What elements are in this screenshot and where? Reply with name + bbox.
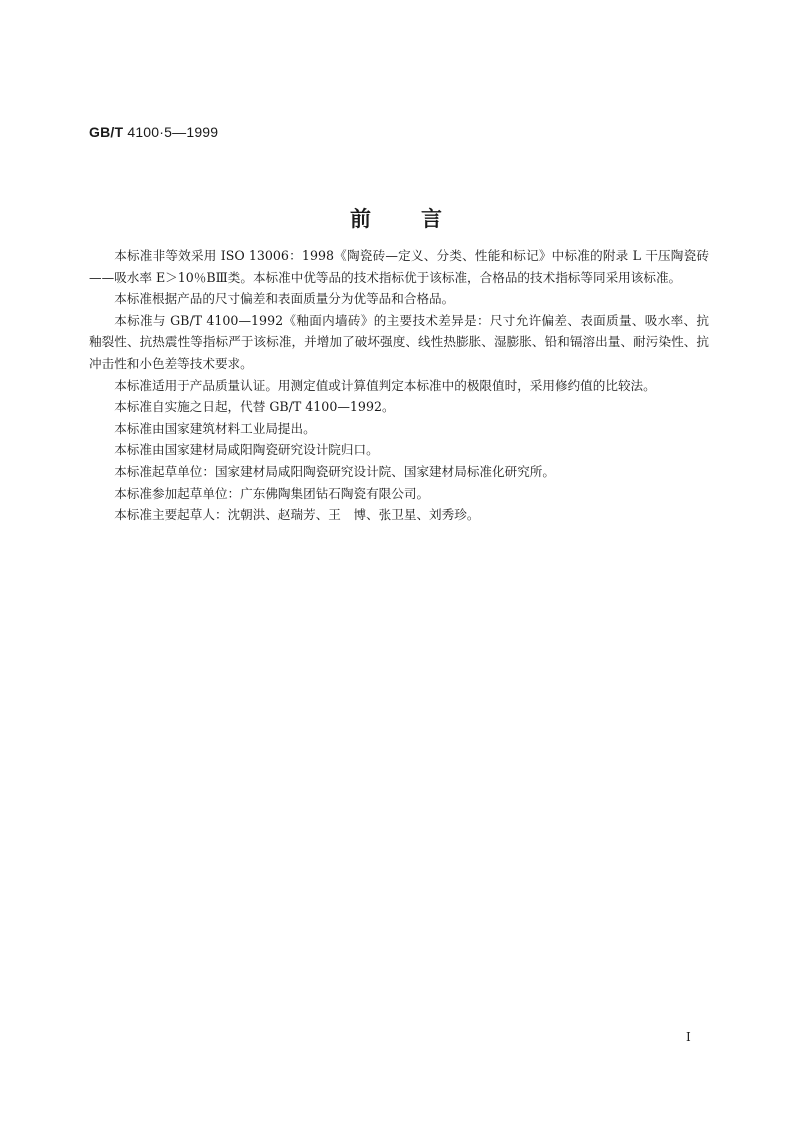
- standard-code-prefix: GB/T: [89, 124, 124, 140]
- paragraph-adoption: 本标准非等效采用 ISO 13006：1998《陶瓷砖—定义、分类、性能和标记》中标准的附录 L 干压陶瓷砖——吸水率 E＞10％BⅢ类。本标准中优等品的技术指标优于该标准，合格品的技术指标等同采用该标准。: [89, 248, 709, 285]
- paragraph-differences: 本标准与 GB/T 4100—1992《釉面内墙砖》的主要技术差异是：尺寸允许偏差、表面质量、吸水率、抗釉裂性、抗热震性等指标严于该标准，并增加了破坏强度、线性热膨胀、湿膨胀、铅和镉溶出量、耐污染性、抗冲击性和小色差等技术要求。: [89, 312, 709, 371]
- page-title-char-1: 前: [350, 207, 373, 231]
- paragraph-administrator: 本标准由国家建材局咸阳陶瓷研究设计院归口。: [114, 442, 379, 458]
- paragraph-classification: 本标准根据产品的尺寸偏差和表面质量分为优等品和合格品。: [114, 291, 455, 307]
- paragraph-drafters: 本标准主要起草人：沈朝洪、赵瑞芳、王 博、张卫星、刘秀珍。: [114, 507, 480, 523]
- paragraph-drafting-units: 本标准起草单位：国家建材局咸阳陶瓷研究设计院、国家建材局标准化研究所。: [114, 463, 555, 479]
- page-number: I: [686, 1030, 691, 1044]
- paragraph-applicability: 本标准适用于产品质量认证。用测定值或计算值判定本标准中的极限值时，采用修约值的比较法。: [114, 377, 656, 393]
- foreword-body: [89, 245, 709, 526]
- paragraph-proposer: 本标准由国家建筑材料工业局提出。: [114, 420, 316, 436]
- page-title-char-2: 言: [421, 207, 444, 231]
- standard-code-header: [89, 124, 218, 140]
- paragraph-participating-units: 本标准参加起草单位：广东佛陶集团钻石陶瓷有限公司。: [114, 485, 430, 501]
- page-title: [0, 203, 794, 233]
- standard-code-number: 4100·5—1999: [123, 124, 219, 140]
- paragraph-replacement: 本标准自实施之日起，代替 GB/T 4100—1992。: [114, 399, 395, 415]
